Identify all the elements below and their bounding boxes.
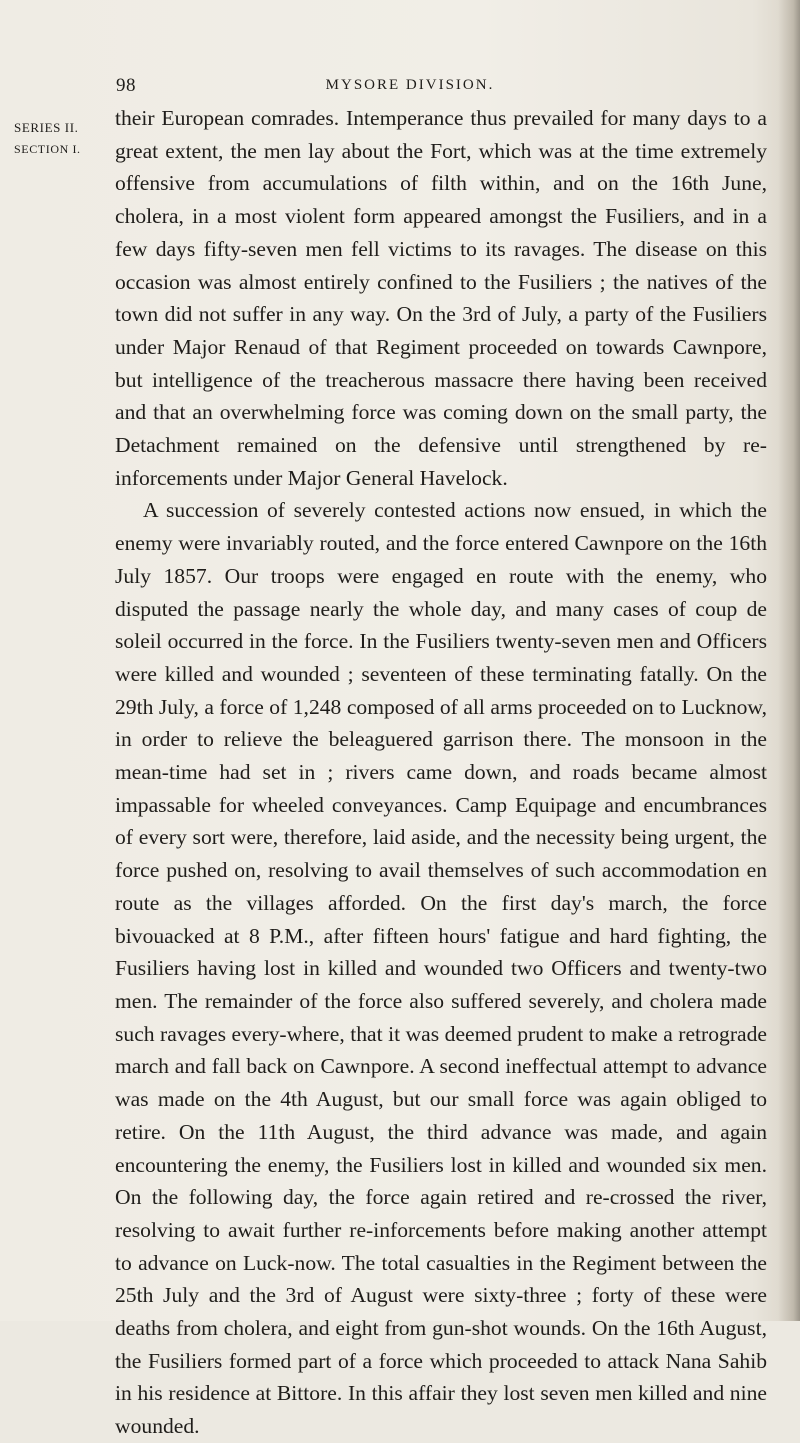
running-title: MYSORE DIVISION. [325,77,495,93]
paragraph-1: their European comrades. Intemperance thus prevailed for many days to a great extent, the men lay about the Fort, which was at the time extremely offensive from accumulations of filth within, and on the 16th June, cholera, in a most violent form appeared amongst the Fusiliers, and in a few days fifty-seven men fell victims to its ravages. The disease on this occasion was almost entirely confined to the Fusiliers ; the natives of the town did not suffer in any way. On the 3rd of July, a party of the Fusiliers under Major Renaud of that Regiment proceeded on towards Cawnpore, but intelligence of the treacherous massacre there having been received and that an overwhelming force was coming down on the small party, the Detachment remained on the defensive until strengthened by re-inforcements under Major General Havelock. [115,106,767,490]
page-number: 98 [116,75,136,96]
paragraph-2: A succession of severely contested actions now ensued, in which the enemy were invariably routed, and the force entered Cawnpore on the 16th July 1857. Our troops were engaged en route with the enemy, who disputed the passage nearly the whole day, and many cases of coup de soleil occurred in the force. In the Fusiliers twenty-seven men and Officers were killed and wounded ; seventeen of these terminating fatally. On the 29th July, a force of 1,248 composed of all arms proceeded on to Lucknow, in order to relieve the beleaguered garrison there. The monsoon in the mean-time had set in ; rivers came down, and roads became almost impassable for wheeled conveyances. Camp Equipage and encumbrances of every sort were, therefore, laid aside, and the necessity being urgent, the force pushed on, resolving to avail themselves of such accommodation en route as the villages afforded. On the first day's march, the force bivouacked at 8 P.M., after fifteen hours' fatigue and hard fighting, the Fusiliers having lost in killed and wounded two Officers and twenty-two men. The remainder of the force also suffered severely, and cholera made such ravages every-where, that it was deemed prudent to make a retrograde march and fall back on Cawnpore. A second ineffectual attempt to advance was made on the 4th August, but our small force was again obliged to retire. On the 11th August, the third advance was made, and again encountering the enemy, the Fusiliers lost in killed and wounded six men. On the following day, the force again retired and re-crossed the river, resolving to await further re-inforcements before making another attempt to advance on Luck-now. The total casualties in the Regiment between the 25th July and the 3rd of August were sixty-three ; forty of these were deaths from cholera, and eight from gun-shot wounds. On the 16th August, the Fusiliers formed part of a force which proceeded to attack Nana Sahib in his residence at Bittore. In this affair they lost seven men killed and nine wounded. [115,498,767,1439]
margin-series-note: SERIES II. [14,120,79,135]
margin-section-note: SECTION I. [14,142,81,156]
page-edge-shadow [778,0,800,1321]
body-text [115,102,767,1443]
